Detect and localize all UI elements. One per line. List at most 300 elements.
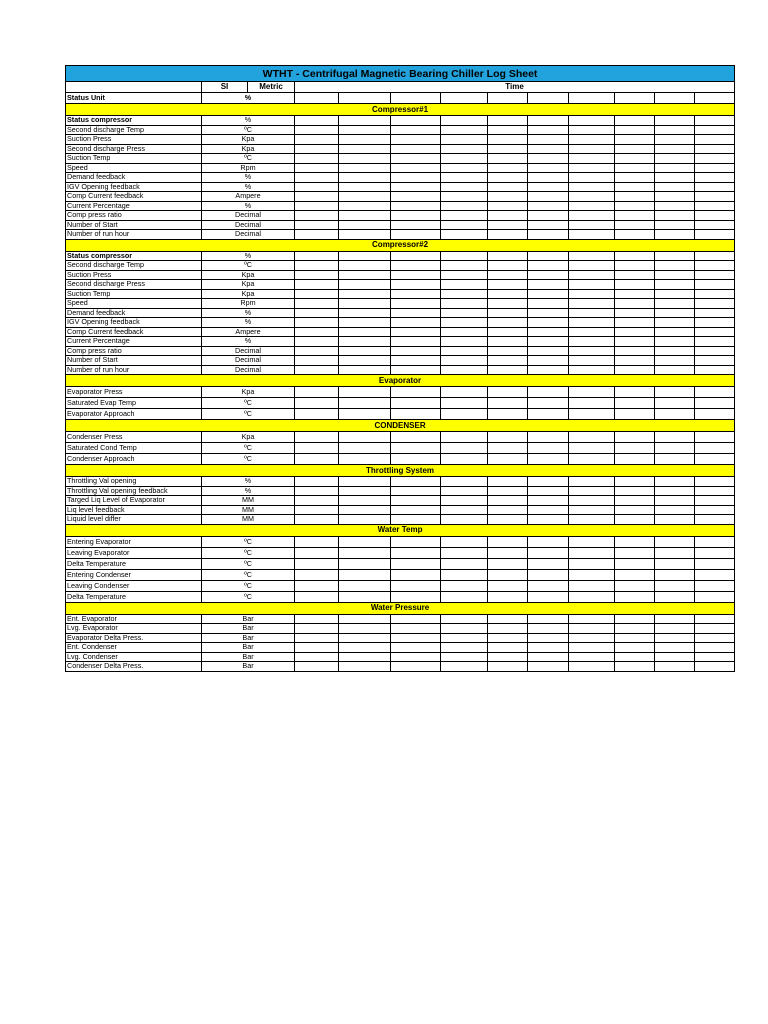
entry-cell[interactable]: [391, 454, 441, 465]
entry-cell[interactable]: [441, 337, 488, 347]
entry-cell[interactable]: [295, 230, 339, 240]
entry-cell[interactable]: [569, 580, 615, 591]
entry-cell[interactable]: [528, 505, 569, 515]
entry-cell[interactable]: [391, 173, 441, 183]
entry-cell[interactable]: [441, 387, 488, 398]
entry-cell[interactable]: [441, 220, 488, 230]
entry-cell[interactable]: [695, 327, 735, 337]
entry-cell[interactable]: [391, 93, 441, 104]
entry-cell[interactable]: [655, 220, 695, 230]
entry-cell[interactable]: [695, 144, 735, 154]
entry-cell[interactable]: [655, 211, 695, 221]
entry-cell[interactable]: [695, 558, 735, 569]
entry-cell[interactable]: [528, 211, 569, 221]
entry-cell[interactable]: [339, 299, 391, 309]
entry-cell[interactable]: [569, 173, 615, 183]
entry-cell[interactable]: [615, 547, 655, 558]
entry-cell[interactable]: [339, 337, 391, 347]
entry-cell[interactable]: [339, 327, 391, 337]
entry-cell[interactable]: [391, 154, 441, 164]
entry-cell[interactable]: [441, 558, 488, 569]
entry-cell[interactable]: [295, 486, 339, 496]
entry-cell[interactable]: [339, 569, 391, 580]
entry-cell[interactable]: [488, 505, 528, 515]
entry-cell[interactable]: [695, 230, 735, 240]
entry-cell[interactable]: [441, 633, 488, 643]
entry-cell[interactable]: [655, 496, 695, 506]
entry-cell[interactable]: [391, 125, 441, 135]
entry-cell[interactable]: [528, 547, 569, 558]
entry-cell[interactable]: [295, 591, 339, 602]
entry-cell[interactable]: [295, 387, 339, 398]
entry-cell[interactable]: [488, 125, 528, 135]
entry-cell[interactable]: [391, 558, 441, 569]
entry-cell[interactable]: [441, 662, 488, 672]
entry-cell[interactable]: [615, 662, 655, 672]
entry-cell[interactable]: [695, 454, 735, 465]
entry-cell[interactable]: [655, 505, 695, 515]
entry-cell[interactable]: [295, 662, 339, 672]
entry-cell[interactable]: [528, 365, 569, 375]
entry-cell[interactable]: [695, 580, 735, 591]
entry-cell[interactable]: [488, 591, 528, 602]
entry-cell[interactable]: [339, 505, 391, 515]
entry-cell[interactable]: [295, 318, 339, 328]
entry-cell[interactable]: [295, 327, 339, 337]
entry-cell[interactable]: [615, 308, 655, 318]
entry-cell[interactable]: [615, 144, 655, 154]
entry-cell[interactable]: [391, 346, 441, 356]
entry-cell[interactable]: [339, 496, 391, 506]
entry-cell[interactable]: [391, 192, 441, 202]
entry-cell[interactable]: [528, 614, 569, 624]
entry-cell[interactable]: [488, 211, 528, 221]
entry-cell[interactable]: [655, 432, 695, 443]
entry-cell[interactable]: [569, 356, 615, 366]
entry-cell[interactable]: [695, 211, 735, 221]
entry-cell[interactable]: [339, 643, 391, 653]
entry-cell[interactable]: [655, 173, 695, 183]
entry-cell[interactable]: [695, 163, 735, 173]
entry-cell[interactable]: [615, 261, 655, 271]
entry-cell[interactable]: [528, 652, 569, 662]
entry-cell[interactable]: [441, 547, 488, 558]
entry-cell[interactable]: [488, 454, 528, 465]
entry-cell[interactable]: [488, 569, 528, 580]
entry-cell[interactable]: [295, 289, 339, 299]
entry-cell[interactable]: [615, 443, 655, 454]
entry-cell[interactable]: [441, 580, 488, 591]
entry-cell[interactable]: [391, 211, 441, 221]
entry-cell[interactable]: [488, 163, 528, 173]
entry-cell[interactable]: [488, 409, 528, 420]
entry-cell[interactable]: [441, 270, 488, 280]
entry-cell[interactable]: [615, 192, 655, 202]
entry-cell[interactable]: [528, 154, 569, 164]
entry-cell[interactable]: [391, 432, 441, 443]
entry-cell[interactable]: [615, 289, 655, 299]
entry-cell[interactable]: [488, 251, 528, 261]
entry-cell[interactable]: [488, 515, 528, 525]
entry-cell[interactable]: [528, 536, 569, 547]
entry-cell[interactable]: [569, 220, 615, 230]
entry-cell[interactable]: [295, 496, 339, 506]
entry-cell[interactable]: [569, 230, 615, 240]
entry-cell[interactable]: [615, 135, 655, 145]
entry-cell[interactable]: [488, 624, 528, 634]
entry-cell[interactable]: [488, 261, 528, 271]
entry-cell[interactable]: [339, 580, 391, 591]
entry-cell[interactable]: [391, 270, 441, 280]
entry-cell[interactable]: [569, 486, 615, 496]
entry-cell[interactable]: [339, 201, 391, 211]
entry-cell[interactable]: [569, 135, 615, 145]
entry-cell[interactable]: [569, 454, 615, 465]
entry-cell[interactable]: [391, 280, 441, 290]
entry-cell[interactable]: [615, 173, 655, 183]
entry-cell[interactable]: [615, 327, 655, 337]
entry-cell[interactable]: [391, 251, 441, 261]
entry-cell[interactable]: [391, 318, 441, 328]
entry-cell[interactable]: [339, 211, 391, 221]
entry-cell[interactable]: [569, 192, 615, 202]
entry-cell[interactable]: [695, 662, 735, 672]
entry-cell[interactable]: [528, 624, 569, 634]
entry-cell[interactable]: [295, 135, 339, 145]
entry-cell[interactable]: [339, 173, 391, 183]
entry-cell[interactable]: [695, 432, 735, 443]
entry-cell[interactable]: [655, 652, 695, 662]
entry-cell[interactable]: [295, 192, 339, 202]
entry-cell[interactable]: [295, 505, 339, 515]
entry-cell[interactable]: [569, 318, 615, 328]
entry-cell[interactable]: [615, 318, 655, 328]
entry-cell[interactable]: [615, 633, 655, 643]
entry-cell[interactable]: [615, 486, 655, 496]
entry-cell[interactable]: [295, 633, 339, 643]
entry-cell[interactable]: [295, 220, 339, 230]
entry-cell[interactable]: [655, 154, 695, 164]
entry-cell[interactable]: [441, 192, 488, 202]
entry-cell[interactable]: [528, 230, 569, 240]
entry-cell[interactable]: [695, 515, 735, 525]
entry-cell[interactable]: [655, 643, 695, 653]
entry-cell[interactable]: [655, 251, 695, 261]
entry-cell[interactable]: [695, 116, 735, 126]
entry-cell[interactable]: [528, 173, 569, 183]
entry-cell[interactable]: [695, 387, 735, 398]
entry-cell[interactable]: [528, 477, 569, 487]
entry-cell[interactable]: [339, 365, 391, 375]
entry-cell[interactable]: [391, 261, 441, 271]
entry-cell[interactable]: [488, 643, 528, 653]
entry-cell[interactable]: [569, 536, 615, 547]
entry-cell[interactable]: [528, 308, 569, 318]
entry-cell[interactable]: [488, 280, 528, 290]
entry-cell[interactable]: [655, 454, 695, 465]
entry-cell[interactable]: [615, 116, 655, 126]
entry-cell[interactable]: [295, 337, 339, 347]
entry-cell[interactable]: [655, 270, 695, 280]
entry-cell[interactable]: [441, 409, 488, 420]
entry-cell[interactable]: [695, 308, 735, 318]
entry-cell[interactable]: [441, 569, 488, 580]
entry-cell[interactable]: [569, 125, 615, 135]
entry-cell[interactable]: [528, 558, 569, 569]
entry-cell[interactable]: [391, 144, 441, 154]
entry-cell[interactable]: [528, 116, 569, 126]
entry-cell[interactable]: [295, 154, 339, 164]
entry-cell[interactable]: [655, 327, 695, 337]
entry-cell[interactable]: [615, 211, 655, 221]
entry-cell[interactable]: [569, 365, 615, 375]
entry-cell[interactable]: [391, 591, 441, 602]
entry-cell[interactable]: [528, 201, 569, 211]
entry-cell[interactable]: [339, 192, 391, 202]
entry-cell[interactable]: [488, 337, 528, 347]
entry-cell[interactable]: [295, 398, 339, 409]
entry-cell[interactable]: [295, 515, 339, 525]
entry-cell[interactable]: [391, 614, 441, 624]
entry-cell[interactable]: [391, 398, 441, 409]
entry-cell[interactable]: [441, 230, 488, 240]
entry-cell[interactable]: [655, 569, 695, 580]
entry-cell[interactable]: [339, 116, 391, 126]
entry-cell[interactable]: [569, 398, 615, 409]
entry-cell[interactable]: [391, 327, 441, 337]
entry-cell[interactable]: [528, 432, 569, 443]
entry-cell[interactable]: [615, 163, 655, 173]
entry-cell[interactable]: [695, 496, 735, 506]
entry-cell[interactable]: [339, 591, 391, 602]
entry-cell[interactable]: [391, 652, 441, 662]
entry-cell[interactable]: [528, 643, 569, 653]
entry-cell[interactable]: [391, 299, 441, 309]
entry-cell[interactable]: [295, 201, 339, 211]
entry-cell[interactable]: [391, 220, 441, 230]
entry-cell[interactable]: [695, 201, 735, 211]
entry-cell[interactable]: [655, 558, 695, 569]
entry-cell[interactable]: [391, 116, 441, 126]
entry-cell[interactable]: [441, 135, 488, 145]
entry-cell[interactable]: [528, 515, 569, 525]
entry-cell[interactable]: [528, 486, 569, 496]
entry-cell[interactable]: [528, 261, 569, 271]
entry-cell[interactable]: [528, 346, 569, 356]
entry-cell[interactable]: [695, 398, 735, 409]
entry-cell[interactable]: [295, 614, 339, 624]
entry-cell[interactable]: [528, 182, 569, 192]
entry-cell[interactable]: [695, 591, 735, 602]
entry-cell[interactable]: [488, 356, 528, 366]
entry-cell[interactable]: [339, 270, 391, 280]
entry-cell[interactable]: [615, 496, 655, 506]
entry-cell[interactable]: [339, 652, 391, 662]
entry-cell[interactable]: [615, 558, 655, 569]
entry-cell[interactable]: [528, 289, 569, 299]
entry-cell[interactable]: [488, 652, 528, 662]
entry-cell[interactable]: [615, 93, 655, 104]
entry-cell[interactable]: [695, 261, 735, 271]
entry-cell[interactable]: [295, 163, 339, 173]
entry-cell[interactable]: [615, 454, 655, 465]
entry-cell[interactable]: [488, 182, 528, 192]
entry-cell[interactable]: [569, 591, 615, 602]
entry-cell[interactable]: [655, 261, 695, 271]
entry-cell[interactable]: [391, 182, 441, 192]
entry-cell[interactable]: [695, 299, 735, 309]
entry-cell[interactable]: [655, 536, 695, 547]
entry-cell[interactable]: [615, 387, 655, 398]
entry-cell[interactable]: [441, 125, 488, 135]
entry-cell[interactable]: [488, 318, 528, 328]
entry-cell[interactable]: [339, 135, 391, 145]
entry-cell[interactable]: [295, 270, 339, 280]
entry-cell[interactable]: [488, 144, 528, 154]
entry-cell[interactable]: [569, 662, 615, 672]
entry-cell[interactable]: [615, 505, 655, 515]
entry-cell[interactable]: [391, 643, 441, 653]
entry-cell[interactable]: [339, 308, 391, 318]
entry-cell[interactable]: [615, 346, 655, 356]
entry-cell[interactable]: [295, 144, 339, 154]
entry-cell[interactable]: [569, 251, 615, 261]
entry-cell[interactable]: [695, 289, 735, 299]
entry-cell[interactable]: [528, 398, 569, 409]
entry-cell[interactable]: [339, 547, 391, 558]
entry-cell[interactable]: [295, 432, 339, 443]
entry-cell[interactable]: [655, 387, 695, 398]
entry-cell[interactable]: [655, 547, 695, 558]
entry-cell[interactable]: [441, 356, 488, 366]
entry-cell[interactable]: [655, 398, 695, 409]
entry-cell[interactable]: [569, 547, 615, 558]
entry-cell[interactable]: [655, 192, 695, 202]
entry-cell[interactable]: [569, 201, 615, 211]
entry-cell[interactable]: [295, 93, 339, 104]
entry-cell[interactable]: [488, 116, 528, 126]
entry-cell[interactable]: [695, 536, 735, 547]
entry-cell[interactable]: [441, 477, 488, 487]
entry-cell[interactable]: [695, 93, 735, 104]
entry-cell[interactable]: [569, 515, 615, 525]
entry-cell[interactable]: [295, 536, 339, 547]
entry-cell[interactable]: [295, 443, 339, 454]
entry-cell[interactable]: [528, 144, 569, 154]
entry-cell[interactable]: [441, 536, 488, 547]
entry-cell[interactable]: [528, 270, 569, 280]
entry-cell[interactable]: [441, 432, 488, 443]
entry-cell[interactable]: [528, 591, 569, 602]
entry-cell[interactable]: [488, 154, 528, 164]
entry-cell[interactable]: [528, 125, 569, 135]
entry-cell[interactable]: [295, 280, 339, 290]
entry-cell[interactable]: [569, 327, 615, 337]
entry-cell[interactable]: [441, 299, 488, 309]
entry-cell[interactable]: [528, 318, 569, 328]
entry-cell[interactable]: [655, 633, 695, 643]
entry-cell[interactable]: [339, 662, 391, 672]
entry-cell[interactable]: [339, 230, 391, 240]
entry-cell[interactable]: [441, 496, 488, 506]
entry-cell[interactable]: [528, 662, 569, 672]
entry-cell[interactable]: [339, 387, 391, 398]
entry-cell[interactable]: [569, 505, 615, 515]
entry-cell[interactable]: [441, 182, 488, 192]
entry-cell[interactable]: [391, 356, 441, 366]
entry-cell[interactable]: [339, 154, 391, 164]
entry-cell[interactable]: [339, 633, 391, 643]
entry-cell[interactable]: [528, 220, 569, 230]
entry-cell[interactable]: [569, 387, 615, 398]
entry-cell[interactable]: [488, 173, 528, 183]
entry-cell[interactable]: [391, 662, 441, 672]
entry-cell[interactable]: [655, 662, 695, 672]
entry-cell[interactable]: [528, 633, 569, 643]
entry-cell[interactable]: [391, 409, 441, 420]
entry-cell[interactable]: [391, 230, 441, 240]
entry-cell[interactable]: [695, 125, 735, 135]
entry-cell[interactable]: [655, 580, 695, 591]
entry-cell[interactable]: [695, 251, 735, 261]
entry-cell[interactable]: [569, 299, 615, 309]
entry-cell[interactable]: [695, 356, 735, 366]
entry-cell[interactable]: [695, 505, 735, 515]
entry-cell[interactable]: [391, 505, 441, 515]
entry-cell[interactable]: [488, 289, 528, 299]
entry-cell[interactable]: [295, 116, 339, 126]
entry-cell[interactable]: [391, 569, 441, 580]
entry-cell[interactable]: [339, 624, 391, 634]
entry-cell[interactable]: [695, 346, 735, 356]
entry-cell[interactable]: [569, 308, 615, 318]
entry-cell[interactable]: [295, 569, 339, 580]
entry-cell[interactable]: [488, 308, 528, 318]
entry-cell[interactable]: [339, 93, 391, 104]
entry-cell[interactable]: [615, 201, 655, 211]
entry-cell[interactable]: [488, 220, 528, 230]
entry-cell[interactable]: [695, 154, 735, 164]
entry-cell[interactable]: [528, 327, 569, 337]
entry-cell[interactable]: [655, 591, 695, 602]
entry-cell[interactable]: [339, 398, 391, 409]
entry-cell[interactable]: [655, 289, 695, 299]
entry-cell[interactable]: [391, 443, 441, 454]
entry-cell[interactable]: [569, 496, 615, 506]
entry-cell[interactable]: [391, 536, 441, 547]
entry-cell[interactable]: [441, 454, 488, 465]
entry-cell[interactable]: [615, 536, 655, 547]
entry-cell[interactable]: [391, 496, 441, 506]
entry-cell[interactable]: [615, 280, 655, 290]
entry-cell[interactable]: [528, 299, 569, 309]
entry-cell[interactable]: [488, 192, 528, 202]
entry-cell[interactable]: [615, 251, 655, 261]
entry-cell[interactable]: [391, 135, 441, 145]
entry-cell[interactable]: [528, 496, 569, 506]
entry-cell[interactable]: [655, 409, 695, 420]
entry-cell[interactable]: [441, 289, 488, 299]
entry-cell[interactable]: [295, 182, 339, 192]
entry-cell[interactable]: [569, 409, 615, 420]
entry-cell[interactable]: [655, 125, 695, 135]
entry-cell[interactable]: [569, 558, 615, 569]
entry-cell[interactable]: [615, 477, 655, 487]
entry-cell[interactable]: [695, 477, 735, 487]
entry-cell[interactable]: [441, 154, 488, 164]
entry-cell[interactable]: [655, 614, 695, 624]
entry-cell[interactable]: [695, 182, 735, 192]
